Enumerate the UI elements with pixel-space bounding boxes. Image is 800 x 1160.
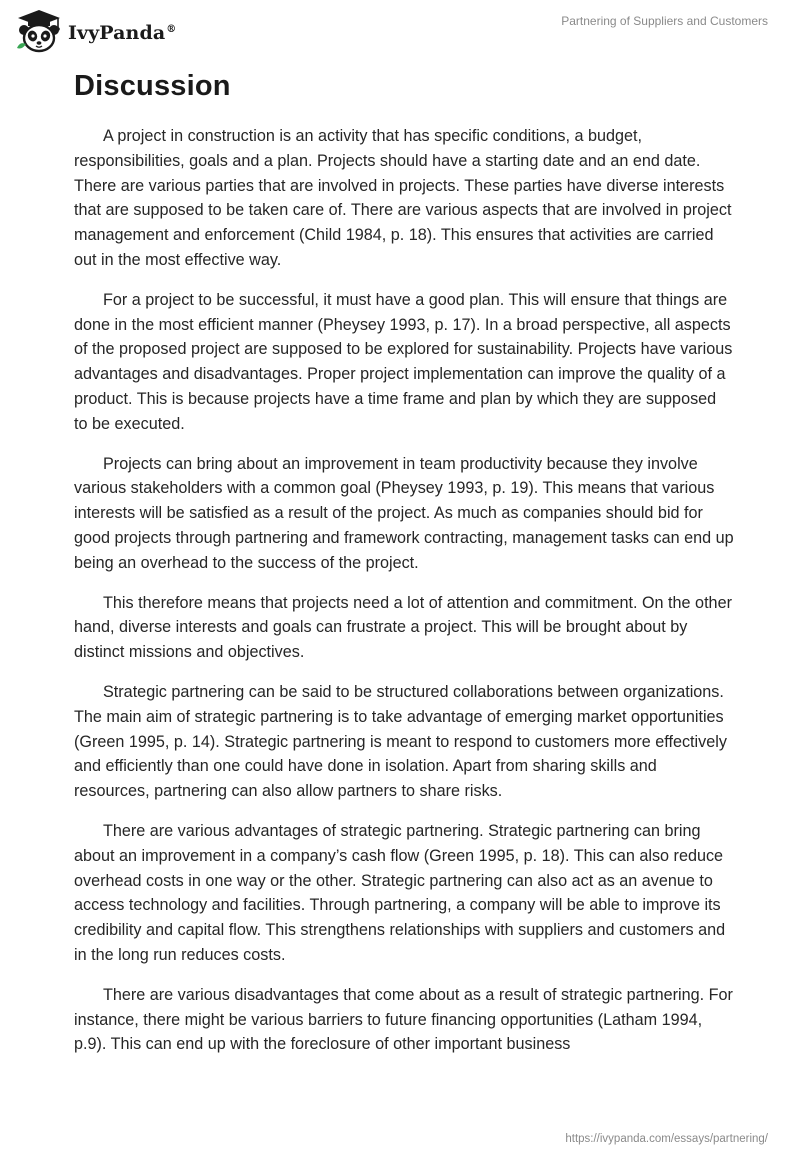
paragraph-5: Strategic partnering can be said to be structured collaborations between organizations. The main aim of strategic partnering is to take advantage of emerging market opportunities (Green 1995, p. 14). Strategic partnering is meant to respond to customers more effectively and efficiently than one could have done in isolation. Apart from sharing skills and resources, partnering can also allow partners to share risks. (74, 682, 727, 801)
logo-text: IvyPanda® (68, 22, 177, 44)
page-header (0, 0, 800, 60)
source-url-link[interactable]: https://ivypanda.com/essays/partnering/ (565, 1133, 768, 1145)
document-title: Partnering of Suppliers and Customers (561, 14, 768, 28)
paragraph-3: Projects can bring about an improvement in team productivity because they involve various stakeholders with a common goal (Pheysey 1993, p. 19). This means that various interests will be satisfied as a result of the project. As much as companies should bid for good projects through partnering and framework contracting, management tasks can end up being an overhead to the success of the project. (74, 454, 734, 572)
panda-graduate-icon (14, 8, 64, 54)
paragraph-1: A project in construction is an activity that has specific conditions, a budget, responsibilities, goals and a plan. Projects should have a starting date and an end date. There are various parties that are involved in projects. These parties have diverse interests that are supposed to be taken care of. There are various aspects that are involved in project management and enforcement (Child 1984, p. 18). This ensures that activities are carried out in the most effective way. (74, 127, 732, 269)
registered-mark: ® (166, 23, 177, 35)
paragraph-4: This therefore means that projects need a lot of attention and commitment. On the other hand, diverse interests and goals can frustrate a project. This will be brought about by distinct missions and objectives. (74, 593, 732, 662)
paragraph-2: For a project to be successful, it must have a good plan. This will ensure that things are done in the most efficient manner (Pheysey 1993, p. 17). In a broad perspective, all aspects of the proposed project are supposed to be explored for sustainability. Projects have various advantages and disadvantages. Proper project implementation can improve the quality of a product. This is because projects have a time frame and plan by which they are supposed to be executed. (74, 290, 733, 433)
ivypanda-logo[interactable] (14, 8, 176, 54)
paragraph-7: There are various disadvantages that come about as a result of strategic partnering. For instance, there might be various barriers to future financing opportunities (Latham 1994, p.9). This can end up with the foreclosure of other important business (74, 985, 733, 1054)
essay-content (74, 70, 734, 1072)
section-heading: Discussion (74, 70, 231, 102)
paragraph-6: There are various advantages of strategic partnering. Strategic partnering can bring about an improvement in a company’s cash flow (Green 1995, p. 18). This can also reduce overhead costs in one way or the other. Strategic partnering can also act as an avenue to access technology and facilities. Through partnering, a company will be able to improve its credibility and capital flow. This strengthens relationships with suppliers and customers and in the long run reduces costs. (74, 821, 726, 964)
